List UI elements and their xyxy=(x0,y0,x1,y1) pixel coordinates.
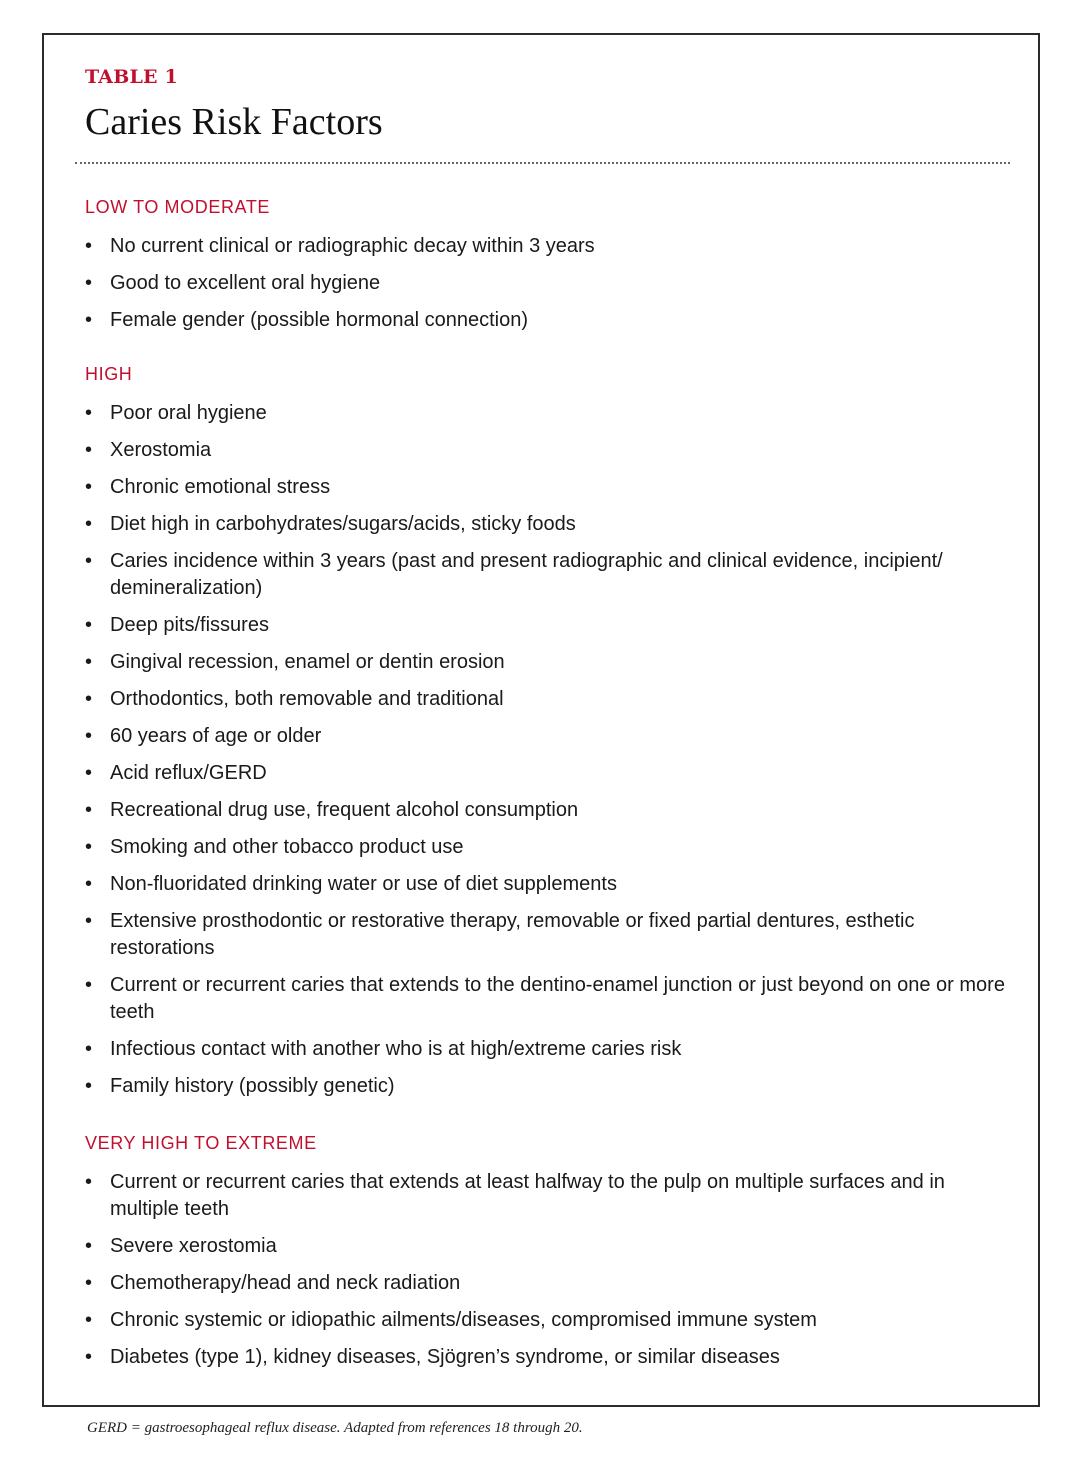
list-item-text: Female gender (possible hormonal connection) xyxy=(110,309,529,331)
list-item-text: Gingival recession, enamel or dentin erosion xyxy=(110,651,505,673)
list-item-text: Non-fluoridated drinking water or use of diet supplements xyxy=(110,873,617,895)
bullet-icon: • xyxy=(85,1235,93,1257)
list-item xyxy=(85,1169,1005,1223)
list-item-text: Chemotherapy/head and neck radiation xyxy=(110,1272,461,1294)
list-item xyxy=(85,400,1005,427)
list-item xyxy=(85,270,1005,297)
list-item xyxy=(85,871,1005,898)
bullet-icon: • xyxy=(85,1309,93,1331)
section-heading-low: LOW TO MODERATE xyxy=(85,197,271,217)
section-heading-high: HIGH xyxy=(85,364,133,384)
list-item-text: Good to excellent oral hygiene xyxy=(110,272,381,294)
list-item-text: Orthodontics, both removable and traditional xyxy=(110,688,504,710)
list-item xyxy=(85,834,1005,861)
list-item-text: Current or recurrent caries that extends to the dentino-enamel junction or just beyond on one or more teeth xyxy=(110,974,1005,1023)
list-item-text: Deep pits/fissures xyxy=(110,614,269,636)
list-low xyxy=(85,233,1005,344)
list-item-text: Chronic emotional stress xyxy=(110,476,331,498)
bullet-icon: • xyxy=(85,688,93,710)
list-item xyxy=(85,1307,1005,1334)
bullet-icon: • xyxy=(85,309,93,331)
bullet-icon: • xyxy=(85,235,93,257)
bullet-icon: • xyxy=(85,550,93,572)
bullet-icon: • xyxy=(85,873,93,895)
list-item-text: Recreational drug use, frequent alcohol consumption xyxy=(110,799,579,821)
bullet-icon: • xyxy=(85,272,93,294)
list-item xyxy=(85,437,1005,464)
list-item-text: Poor oral hygiene xyxy=(110,402,267,424)
list-item xyxy=(85,972,1005,1026)
bullet-icon: • xyxy=(85,1038,93,1060)
bullet-icon: • xyxy=(85,1171,93,1193)
bullet-icon: • xyxy=(85,1075,93,1097)
bullet-icon: • xyxy=(85,651,93,673)
bullet-icon: • xyxy=(85,439,93,461)
list-item xyxy=(85,1344,1005,1371)
table-label: TABLE 1 xyxy=(85,66,178,88)
list-item xyxy=(85,511,1005,538)
list-item xyxy=(85,233,1005,260)
bullet-icon: • xyxy=(85,910,93,932)
list-item-text: Extensive prosthodontic or restorative therapy, removable or fixed partial dentures, esthetic restorations xyxy=(110,910,915,959)
list-item xyxy=(85,307,1005,334)
bullet-icon: • xyxy=(85,974,93,996)
list-item xyxy=(85,649,1005,676)
bullet-icon: • xyxy=(85,725,93,747)
list-item xyxy=(85,548,1005,602)
list-item-text: Current or recurrent caries that extends at least halfway to the pulp on multiple surfaces and in multiple teeth xyxy=(110,1171,945,1220)
list-item-text: Xerostomia xyxy=(110,439,212,461)
list-very-high xyxy=(85,1169,1005,1381)
list-item xyxy=(85,1036,1005,1063)
list-item-text: No current clinical or radiographic decay within 3 years xyxy=(110,235,595,257)
list-item-text: Family history (possibly genetic) xyxy=(110,1075,395,1097)
list-item-text: Acid reflux/GERD xyxy=(110,762,267,784)
footnote: GERD = gastroesophageal reflux disease. Adapted from references 18 through 20. xyxy=(87,1420,583,1436)
bullet-icon: • xyxy=(85,513,93,535)
section-heading-very-high: VERY HIGH TO EXTREME xyxy=(85,1133,317,1153)
bullet-icon: • xyxy=(85,402,93,424)
list-item-text: Infectious contact with another who is at high/extreme caries risk xyxy=(110,1038,682,1060)
list-item-text: 60 years of age or older xyxy=(110,725,322,747)
list-item xyxy=(85,686,1005,713)
list-item-text: Severe xerostomia xyxy=(110,1235,277,1257)
list-item xyxy=(85,1270,1005,1297)
list-item-text: Chronic systemic or idiopathic ailments/diseases, compromised immune system xyxy=(110,1309,817,1331)
bullet-icon: • xyxy=(85,762,93,784)
list-item xyxy=(85,1073,1005,1100)
bullet-icon: • xyxy=(85,1346,93,1368)
dotted-divider xyxy=(75,162,1010,164)
list-item xyxy=(85,612,1005,639)
list-item xyxy=(85,474,1005,501)
list-item xyxy=(85,723,1005,750)
list-item-text: Diet high in carbohydrates/sugars/acids, sticky foods xyxy=(110,513,576,535)
list-item xyxy=(85,760,1005,787)
list-item-text: Caries incidence within 3 years (past and present radiographic and clinical evidence, incipient/ demineralization) xyxy=(110,550,943,599)
bullet-icon: • xyxy=(85,1272,93,1294)
list-item-text: Diabetes (type 1), kidney diseases, Sjögren’s syndrome, or similar diseases xyxy=(110,1346,780,1368)
table-title: Caries Risk Factors xyxy=(85,101,383,143)
list-item xyxy=(85,797,1005,824)
list-item-text: Smoking and other tobacco product use xyxy=(110,836,464,858)
bullet-icon: • xyxy=(85,836,93,858)
list-item xyxy=(85,1233,1005,1260)
bullet-icon: • xyxy=(85,799,93,821)
bullet-icon: • xyxy=(85,476,93,498)
list-high xyxy=(85,400,1005,1110)
bullet-icon: • xyxy=(85,614,93,636)
list-item xyxy=(85,908,1005,962)
